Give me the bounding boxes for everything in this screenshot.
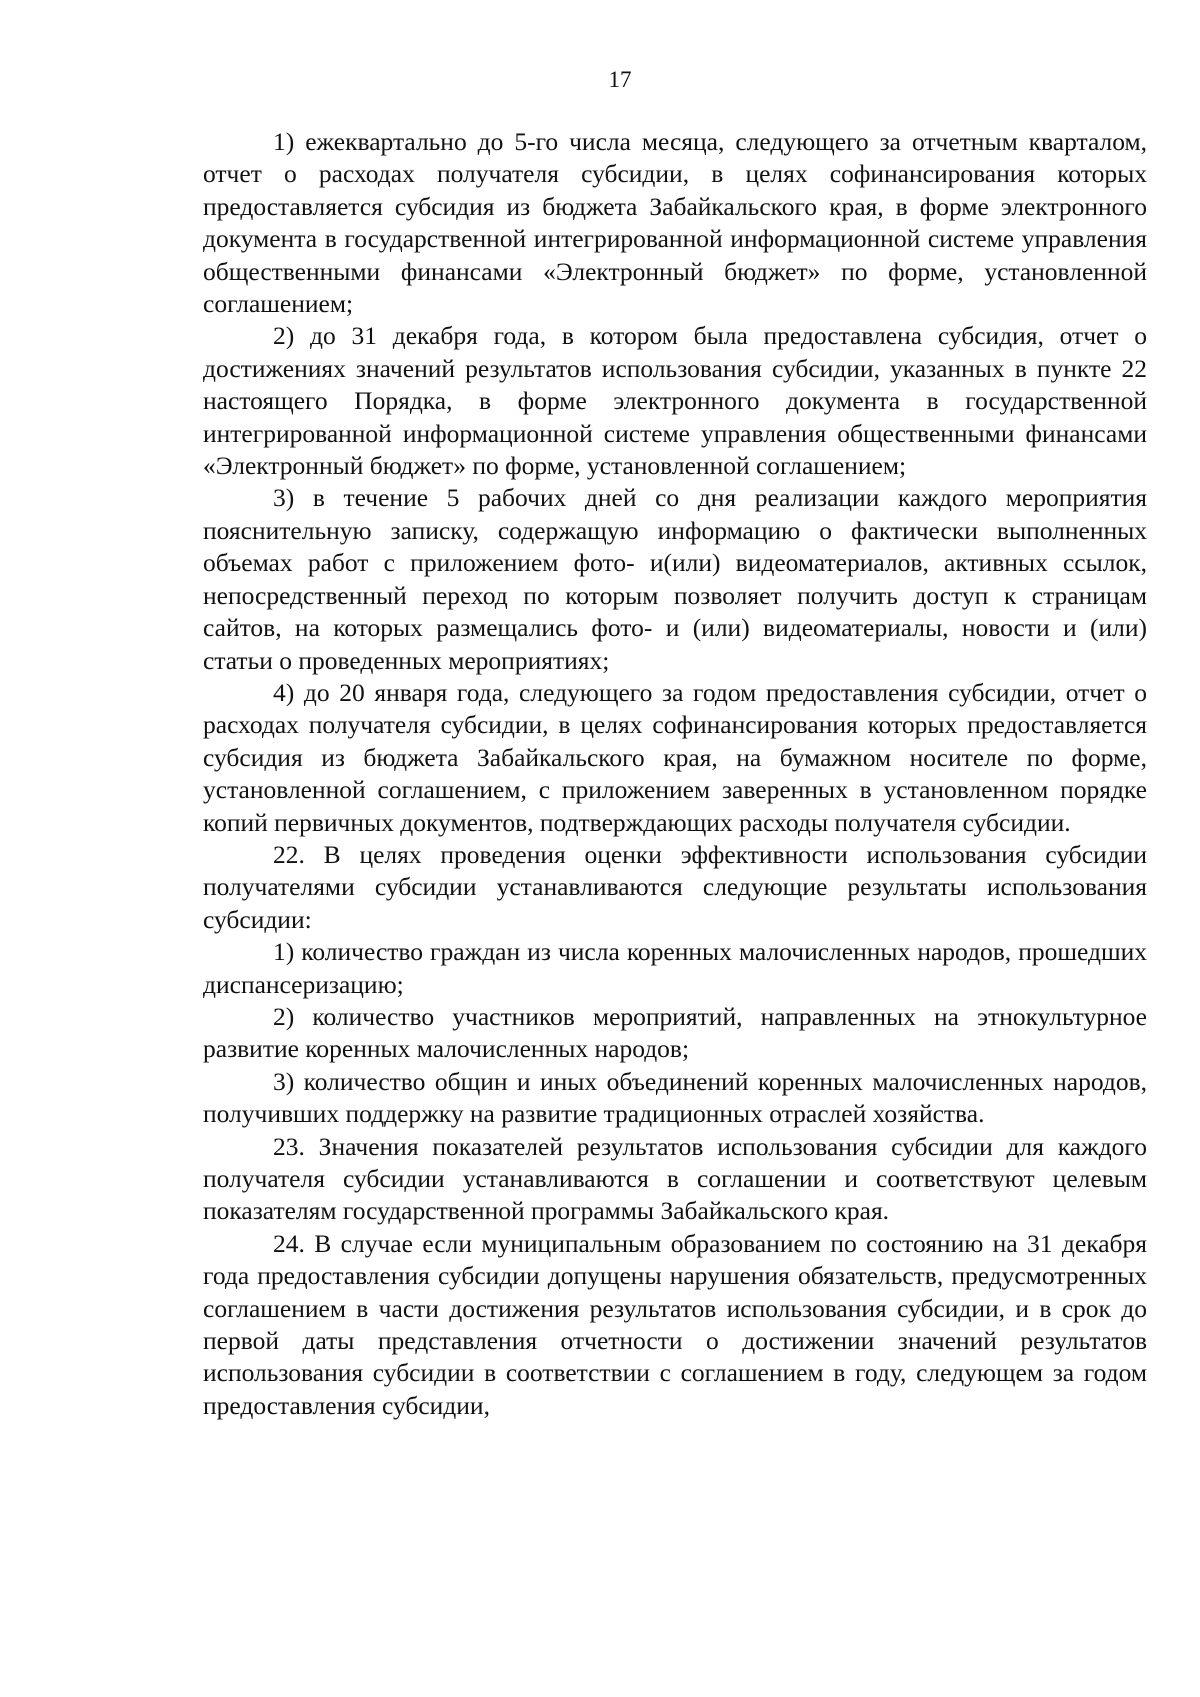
paragraph-report-january: 4) до 20 января года, следующего за годом предоставления субсидии, отчет о расходах получателя субсидии, в целях софинансирования которых предоставляется субсидия из бюджета Забайкальского края, на бумажном носителе по форме, установленной соглашением, с приложением заверенных в установленном порядке копий первичных документов, подтверждающих расходы получателя субсидии. xyxy=(203,677,1147,837)
page-number: 17 xyxy=(608,67,632,92)
paragraph-result-3: 3) количество общин и иных объединений коренных малочисленных народов, получивших поддержку на развитие традиционных отраслей хозяйства. xyxy=(203,1066,1147,1129)
document-body xyxy=(203,126,1147,1422)
paragraph-result-1: 1) количество граждан из числа коренных малочисленных народов, прошедших диспансеризацию; xyxy=(203,937,1147,999)
paragraph-report-results: 2) до 31 декабря года, в котором была предоставлена субсидия, отчет о достижениях значений результатов использования субсидии, указанных в пункте 22 настоящего Порядка, в форме электронного документа в государственной интегрированной информационной системе управления общественными финансами «Электронный бюджет» по форме, установленной соглашением; xyxy=(203,321,1147,481)
paragraph-clause-24: 24. В случае если муниципальным образованием по состоянию на 31 декабря года предоставления субсидии допущены нарушения обязательств, предусмотренных соглашением в части достижения результатов использования субсидии, и в срок до первой даты представления отчетности о достижении значений результатов использования субсидии в соответствии с соглашением в году, следующем за годом предоставления субсидии, xyxy=(203,1228,1147,1420)
paragraph-report-quarterly: 1) ежеквартально до 5-го числа месяца, следующего за отчетным кварталом, отчет о расходах получателя субсидии, в целях софинансирования которых предоставляется субсидия из бюджета Забайкальского края, в форме электронного документа в государственной интегрированной информационной системе управления общественными финансами «Электронный бюджет» по форме, установленной соглашением; xyxy=(203,127,1147,319)
paragraph-explanatory-note: 3) в течение 5 рабочих дней со дня реализации каждого мероприятия пояснительную записку, содержащую информацию о фактически выполненных объемах работ с приложением фото- и(или) видеоматериалов, активных ссылок, непосредственный переход по которым позволяет получить доступ к страницам сайтов, на которых размещались фото- и (или) видеоматериалы, новости и (или) статьи о проведенных мероприятиях; xyxy=(203,483,1147,675)
paragraph-result-2: 2) количество участников мероприятий, направленных на этнокультурное развитие коренных малочисленных народов; xyxy=(203,1001,1147,1064)
paragraph-clause-22: 22. В целях проведения оценки эффективности использования субсидии получателями субсидии устанавливаются следующие результаты использования субсидии: xyxy=(203,839,1147,934)
paragraph-clause-23: 23. Значения показателей результатов использования субсидии для каждого получателя субсидии устанавливаются в соглашении и соответствуют целевым показателям государственной программы Забайкальского края. xyxy=(203,1131,1147,1226)
